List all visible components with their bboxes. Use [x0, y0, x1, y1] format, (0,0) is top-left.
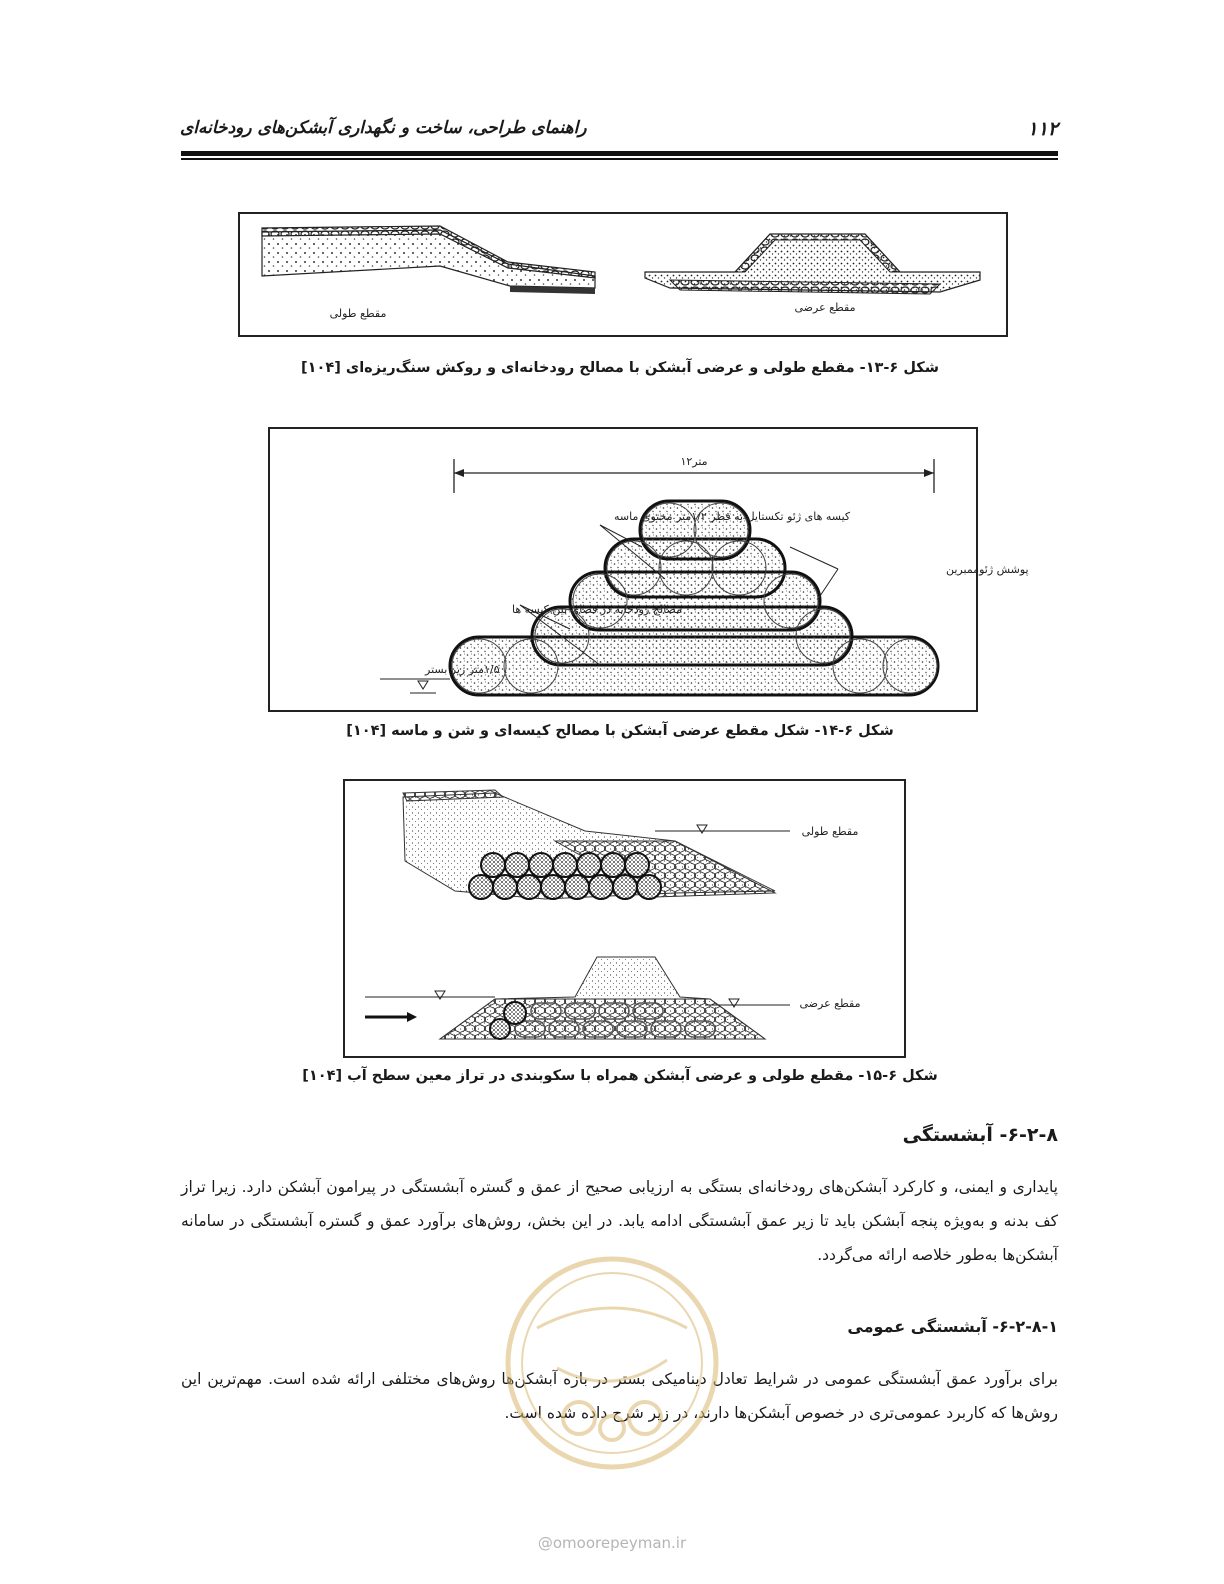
- figure-15-drawing: [345, 781, 904, 1056]
- subsection-paragraph: برای برآورد عمق آبشستگی عمومی در شرایط تعادل دینامیکی بستر در بازه آبشکن‌ها روش‌های مختلفی ارائه شده است. مهم‌ترین این روش‌ها که کاربرد عمومی‌تری در خصوص آبشکن‌ها دارند، در زیر شرح داده شده است.: [181, 1370, 1058, 1422]
- header-rule-thin: [181, 158, 1058, 160]
- figure-14-drawing: [270, 429, 1029, 710]
- figure-14-label-width: ۱۲متر: [680, 455, 708, 468]
- watermark-url-text: omoorepeyman.ir: [552, 1534, 687, 1552]
- figure-15-label-cross: مقطع عرضی: [799, 997, 861, 1010]
- running-header-title: راهنمای طراحی، ساخت و نگهداری آبشکن‌های رودخانه‌ای: [180, 118, 587, 138]
- figure-14-label-depth: ۱/۵متر زیر بستر: [425, 663, 500, 676]
- watermark-seal-icon: [497, 1248, 727, 1478]
- figure-13-label-longitudinal: مقطع طولی: [329, 307, 387, 320]
- figure-15-caption: شکل ۶-۱۵- مقطع طولی و عرضی آبشکن همراه با سکوبندی در تراز معین سطح آب [۱۰۴]: [302, 1068, 938, 1084]
- figure-14-label-fill: مصالح رودخانه در فضای بین کیسه ها: [512, 603, 682, 616]
- figure-15-label-longitudinal: مقطع طولی: [801, 825, 859, 838]
- figure-14-caption: شکل ۶-۱۴- شکل مقطع عرضی آبشکن با مصالح کیسه‌ای و شن و ماسه [۱۰۴]: [346, 723, 894, 739]
- figure-13-drawing: [240, 214, 1006, 335]
- subsection-heading: ۶-۲-۸-۱- آبشستگی عمومی: [847, 1317, 1058, 1336]
- section-paragraph: پایداری و ایمنی، و کارکرد آبشکن‌های رودخانه‌ای بستگی به ارزیابی صحیح از عمق و گستره آبشستگی در پیرامون آبشکن دارد. زیرا تراز کف بدنه و به‌ویژه پنجه آبشکن باید تا زیر عمق آبشستگی ادامه یابد. در این بخش، روش‌های برآورد عمق و گستره آبشستگی در سامانه آبشکن‌ها به‌طور خلاصه ارائه می‌گردد.: [181, 1178, 1058, 1264]
- figure-14-label-membrane: پوشش ژئوممبرین: [946, 563, 1029, 576]
- page-number: ۱۱۲: [1027, 118, 1058, 140]
- header-rule: [181, 151, 1058, 156]
- figure-13-caption: شکل ۶-۱۳- مقطع طولی و عرضی آبشکن با مصالح رودخانه‌ای و روکش سنگ‌ریزه‌ای [۱۰۴]: [301, 360, 939, 376]
- watermark-url: [512, 1534, 712, 1552]
- section-heading: ۶-۲-۸- آبشستگی: [902, 1124, 1058, 1146]
- figure-14-label-bags: کیسه های ژئو تکستایل به قطر ۱/۲متر محتوی ماسه: [614, 510, 851, 523]
- figure-14: [268, 427, 1029, 712]
- figure-15: [343, 779, 906, 1058]
- at-icon: @: [537, 1534, 553, 1552]
- figure-13: [238, 212, 1008, 337]
- figure-13-label-cross: مقطع عرضی: [794, 301, 856, 314]
- watermark-logo: [497, 1248, 727, 1478]
